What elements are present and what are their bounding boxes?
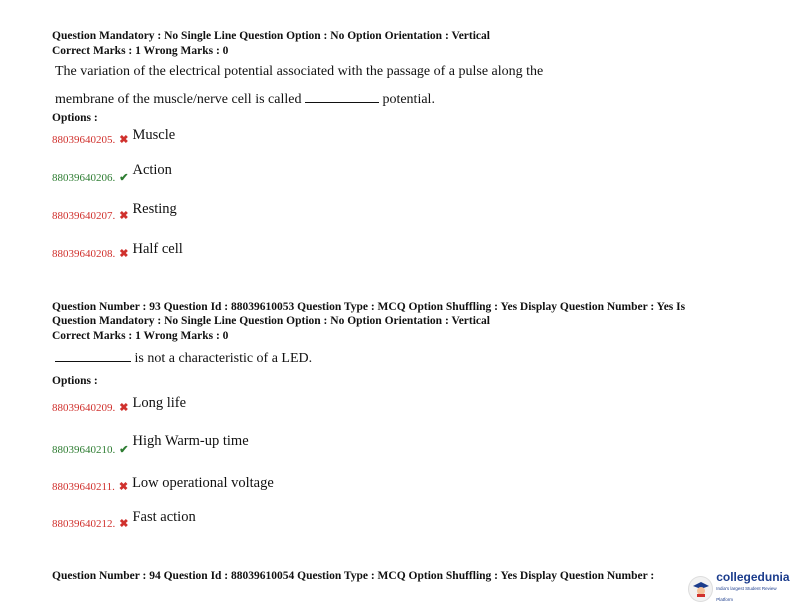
q1-option-3: [52, 201, 177, 224]
cross-icon: ✖: [119, 518, 129, 530]
q1-option-2: [52, 162, 172, 186]
option-text: Half cell: [132, 241, 183, 257]
option-text: High Warm-up time: [132, 433, 249, 449]
option-id: 88039640210.: [52, 444, 116, 456]
q2-header-line1: Question Number : 93 Question Id : 88039610053 Question Type : MCQ Option Shuffling : Yes Display Question Number : Yes Is: [52, 301, 686, 313]
q1-text-line1: The variation of the electrical potential associated with the passage of a pulse along the: [55, 64, 544, 79]
option-id: 88039640211.: [52, 481, 115, 493]
option-text: Muscle: [132, 127, 176, 143]
q2-text-content: is not a characteristic of a LED.: [134, 351, 313, 366]
option-id: 88039640212.: [52, 518, 116, 530]
q1-option-1: [52, 127, 176, 148]
check-icon: ✔: [119, 172, 129, 184]
option-id: 88039640208.: [52, 248, 116, 260]
q1-text-line2: [55, 90, 435, 109]
option-id: 88039640206.: [52, 172, 116, 184]
option-text: Action: [132, 162, 172, 178]
q2-option-2: [52, 433, 249, 458]
cross-icon: ✖: [119, 210, 129, 222]
option-text: Long life: [132, 395, 187, 411]
option-id: 88039640205.: [52, 134, 116, 146]
option-id: 88039640209.: [52, 402, 116, 414]
q1-option-4: [52, 241, 183, 262]
q2-option-4: [52, 509, 196, 532]
q3-header-line1: Question Number : 94 Question Id : 88039610054 Question Type : MCQ Option Shuffling : Yes Display Question Number :: [52, 570, 655, 582]
answer-blank: [305, 90, 379, 103]
option-text: Fast action: [132, 509, 196, 525]
q2-option-1: [52, 395, 187, 416]
option-text: Resting: [132, 201, 177, 217]
graduate-avatar-icon: [688, 576, 713, 602]
q1-meta-line1: Question Mandatory : No Single Line Question Option : No Option Orientation : Vertical: [52, 30, 490, 42]
q1-meta-line2: Correct Marks : 1 Wrong Marks : 0: [52, 45, 229, 57]
logo-name: collegedunia: [716, 570, 790, 584]
q1-text-line2b: potential.: [382, 92, 435, 107]
cross-icon: ✖: [119, 402, 129, 414]
q1-text-line2a: membrane of the muscle/nerve cell is called: [55, 92, 302, 107]
cross-icon: ✖: [118, 481, 129, 493]
q2-header-line3: Correct Marks : 1 Wrong Marks : 0: [52, 330, 229, 342]
q2-options-label: Options :: [52, 375, 98, 387]
q2-header-line2: Question Mandatory : No Single Line Question Option : No Option Orientation : Vertical: [52, 315, 490, 327]
collegedunia-logo: [688, 572, 792, 605]
option-id: 88039640207.: [52, 210, 116, 222]
cross-icon: ✖: [119, 134, 129, 146]
logo-tagline: India's largest Student Review Platform: [716, 586, 777, 602]
q2-option-3: [52, 477, 274, 495]
check-icon: ✔: [119, 444, 129, 456]
option-text: Low operational voltage: [132, 475, 274, 491]
q2-text: [55, 349, 312, 368]
cross-icon: ✖: [119, 248, 129, 260]
q1-options-label: Options :: [52, 112, 98, 124]
answer-blank: [55, 349, 131, 362]
